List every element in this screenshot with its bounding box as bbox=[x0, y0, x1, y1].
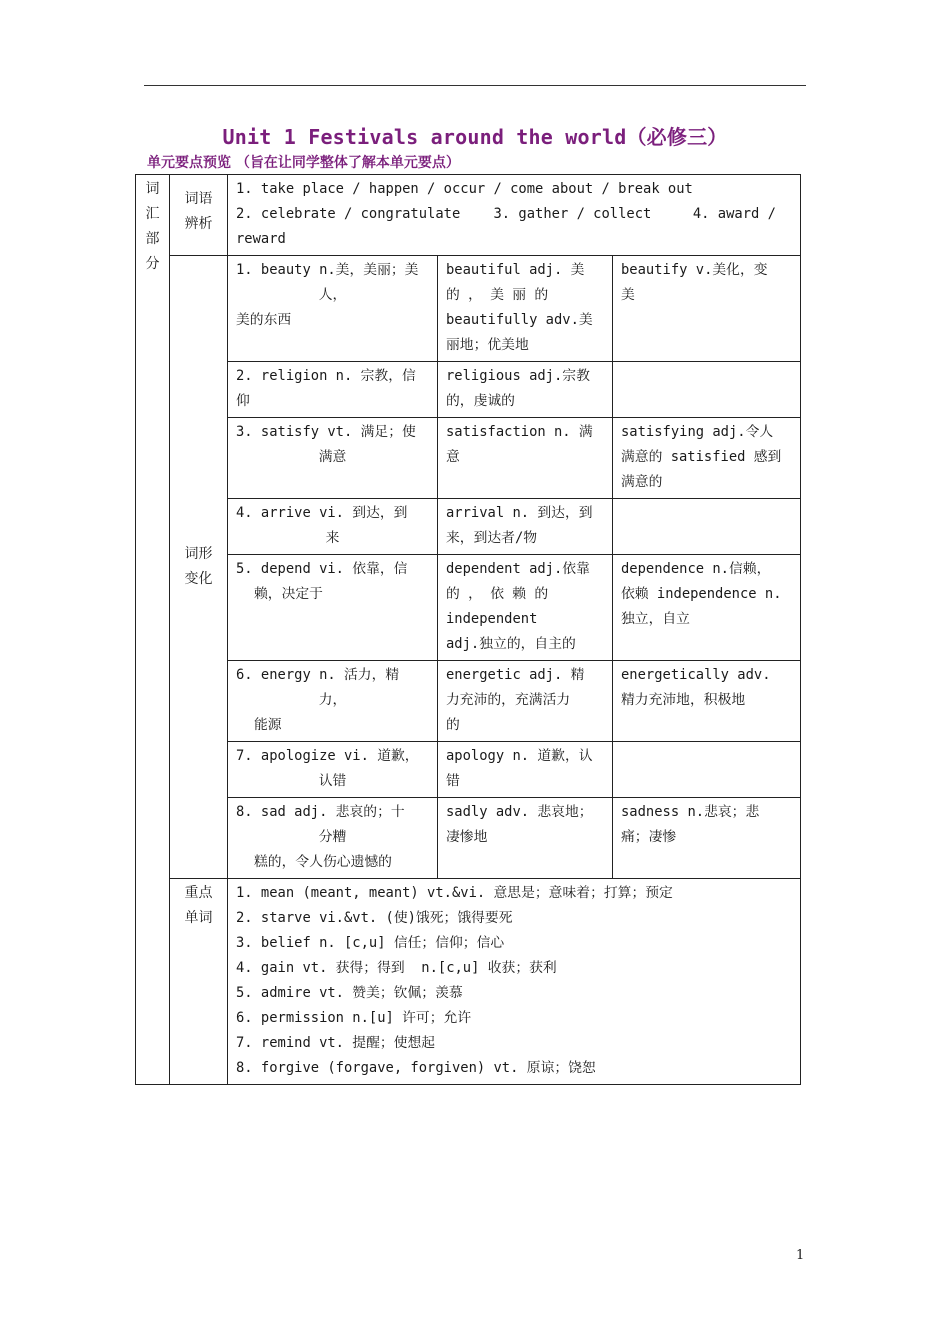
ciyu-label: 词语 辨析 bbox=[170, 175, 228, 256]
derivative-cell: dependence n.信赖， 依赖 independence n. 独立，自立 bbox=[613, 555, 801, 661]
zhongdian-row bbox=[136, 879, 801, 1085]
table-row bbox=[136, 418, 801, 499]
derivative-cell: satisfying adj.令人 满意的 satisfied 感到 满意的 bbox=[613, 418, 801, 499]
word-cell: 8. sad adj. 悲哀的；十 分糟 糕的，令人伤心遗憾的 bbox=[228, 798, 438, 879]
word-cell: 5. depend vi. 依靠，信 赖，决定于 bbox=[228, 555, 438, 661]
zhongdian-label: 重点 单词 bbox=[170, 879, 228, 1085]
word-cell: 4. arrive vi. 到达，到 来 bbox=[228, 499, 438, 555]
derivative-cell: arrival n. 到达，到 来，到达者/物 bbox=[438, 499, 613, 555]
cixing-label: 词形 变化 bbox=[170, 256, 228, 879]
derivative-cell: satisfaction n. 满 意 bbox=[438, 418, 613, 499]
table-row bbox=[136, 256, 801, 362]
derivative-cell: beautiful adj. 美 的 ， 美 丽 的 beautifully adv.美 丽地；优美地 bbox=[438, 256, 613, 362]
word-cell: 2. religion n. 宗教，信 仰 bbox=[228, 362, 438, 418]
page-number: 1 bbox=[796, 1248, 805, 1263]
section-label: 词 汇 部 分 bbox=[136, 175, 170, 1085]
derivative-cell: beautify v.美化，变 美 bbox=[613, 256, 801, 362]
ciyu-content: 1. take place / happen / occur / come about / break out 2. celebrate / congratulate 3. gather / collect 4. award / reward bbox=[228, 175, 801, 256]
derivative-cell: religious adj.宗教 的，虔诚的 bbox=[438, 362, 613, 418]
word-cell: 3. satisfy vt. 满足；使 满意 bbox=[228, 418, 438, 499]
derivative-cell: sadness n.悲哀；悲 痛；凄惨 bbox=[613, 798, 801, 879]
derivative-cell bbox=[613, 742, 801, 798]
ciyu-row bbox=[136, 175, 801, 256]
zhongdian-content: 1. mean (meant, meant) vt.&vi. 意思是；意味着；打算；预定 2. starve vi.&vt. (使)饿死；饿得要死 3. belief n. [c,u] 信任；信仰；信心 4. gain vt. 获得；得到 n.[c,u] 收获；获利 5. admire vt. 赞美；钦佩；羡慕 6. permission n.[u] 许可；允许 7. remind vt. 提醒；使想起 8. forgive (forgave, forgiven) vt. 原谅；饶恕 bbox=[228, 879, 801, 1085]
table-row bbox=[136, 661, 801, 742]
derivative-cell: energetic adj. 精 力充沛的，充满活力 的 bbox=[438, 661, 613, 742]
derivative-cell: energetically adv. 精力充沛地，积极地 bbox=[613, 661, 801, 742]
word-cell: 7. apologize vi. 道歉， 认错 bbox=[228, 742, 438, 798]
table-row bbox=[136, 499, 801, 555]
table-row bbox=[136, 798, 801, 879]
word-cell: 6. energy n. 活力，精 力， 能源 bbox=[228, 661, 438, 742]
derivative-cell bbox=[613, 499, 801, 555]
derivative-cell: sadly adv. 悲哀地； 凄惨地 bbox=[438, 798, 613, 879]
table-row bbox=[136, 362, 801, 418]
word-cell: 1. beauty n.美，美丽；美 人， 美的东西 bbox=[228, 256, 438, 362]
table-row bbox=[136, 742, 801, 798]
section-subtitle: 单元要点预览 （旨在让同学整体了解本单元要点） bbox=[147, 155, 460, 171]
table-row bbox=[136, 555, 801, 661]
derivative-cell: dependent adj.依靠 的 ， 依 赖 的 independent adj.独立的，自主的 bbox=[438, 555, 613, 661]
vocabulary-table bbox=[135, 174, 801, 1085]
header-rule bbox=[144, 85, 806, 86]
derivative-cell bbox=[613, 362, 801, 418]
page-title: Unit 1 Festivals around the world（必修三） bbox=[222, 125, 728, 149]
derivative-cell: apology n. 道歉，认 错 bbox=[438, 742, 613, 798]
